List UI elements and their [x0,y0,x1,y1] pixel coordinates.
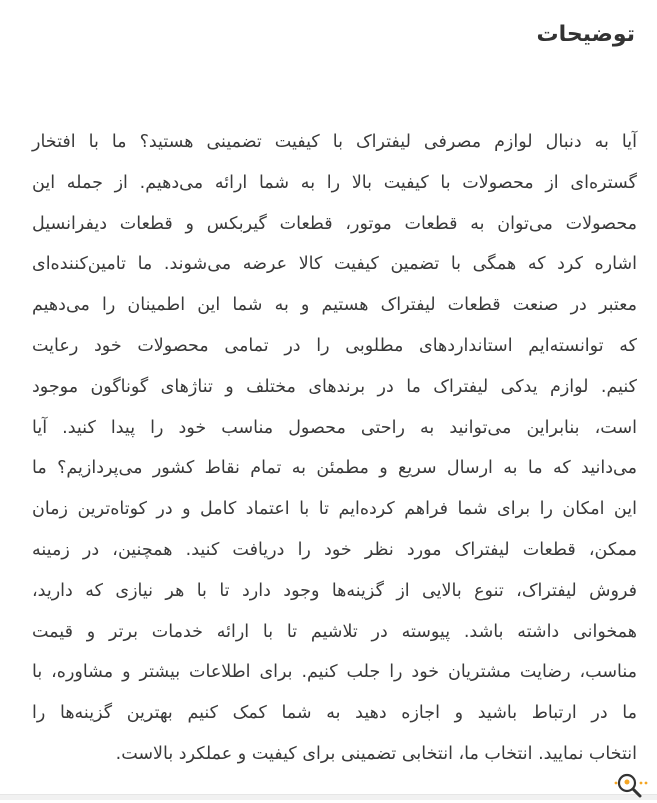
description-line: معتبر در صنعت قطعات لیفتراک هستیم و به شما این اطمینان را می‌دهیم [32,295,637,316]
description-line: می‌دانید که ما به ارسال سریع و مطمئن به تمام نقاط کشور می‌پردازیم؟ ما [32,458,637,479]
description-line: آیا به دنبال لوازم مصرفی لیفتراک با کیفیت تضمینی هستید؟ ما با افتخار [32,132,637,152]
description-line: محصولات می‌توان به قطعات موتور، قطعات گیربکس و قطعات دیفرانسیل [32,213,637,234]
description-line: انتخاب نمایید. انتخاب ما، انتخابی تضمینی برای کیفیت و عملکرد بالاست. [115,743,637,764]
description-line: گستره‌ای از محصولات با کیفیت بالا را به شما ارائه می‌دهیم. از جمله این [32,172,637,193]
description-line: ممکن، قطعات لیفتراک مورد نظر خود را دریافت کنید. همچنین، در زمینه [32,539,637,560]
description-text [32,128,637,781]
bottom-divider [0,794,657,800]
description-line: ما در ارتباط باشید و اجازه دهید به شما کمک کنیم بهترین گزینه‌ها را [32,703,637,724]
description-line: همخوانی داشته باشد. پیوسته در تلاشیم تا با ارائه خدمات برتر و قیمت [32,621,637,642]
description-line: اشاره کرد که همگی با تضمین کیفیت کالا عرضه می‌شوند. ما تامین‌کننده‌ای [32,254,637,275]
description-line: مناسب، رضایت مشتریان خود را جلب کنیم. برای اطلاعات بیشتر و مشاوره، با [32,662,637,683]
description-line: این امکان را برای شما فراهم کرده‌ایم تا با اعتماد کامل و در کوتاه‌ترین زمان [32,499,637,520]
description-line: که توانسته‌ایم استانداردهای مطلوبی را در تمامی محصولات خود رعایت [32,335,637,356]
description-line: کنیم. لوازم یدکی لیفتراک ما در برندهای مختلف و تناژهای گوناگون موجود [32,376,637,397]
section-title: توضیحات [536,22,635,47]
description-line: است، بنابراین می‌توانید به راحتی محصول مناسب خود را پیدا کنید. آیا [32,417,637,438]
description-line: فروش لیفتراک، تنوع بالایی از گزینه‌ها وجود دارد تا با هر نیازی که دارید، [32,580,637,601]
watermark-logo-icon [613,771,649,799]
